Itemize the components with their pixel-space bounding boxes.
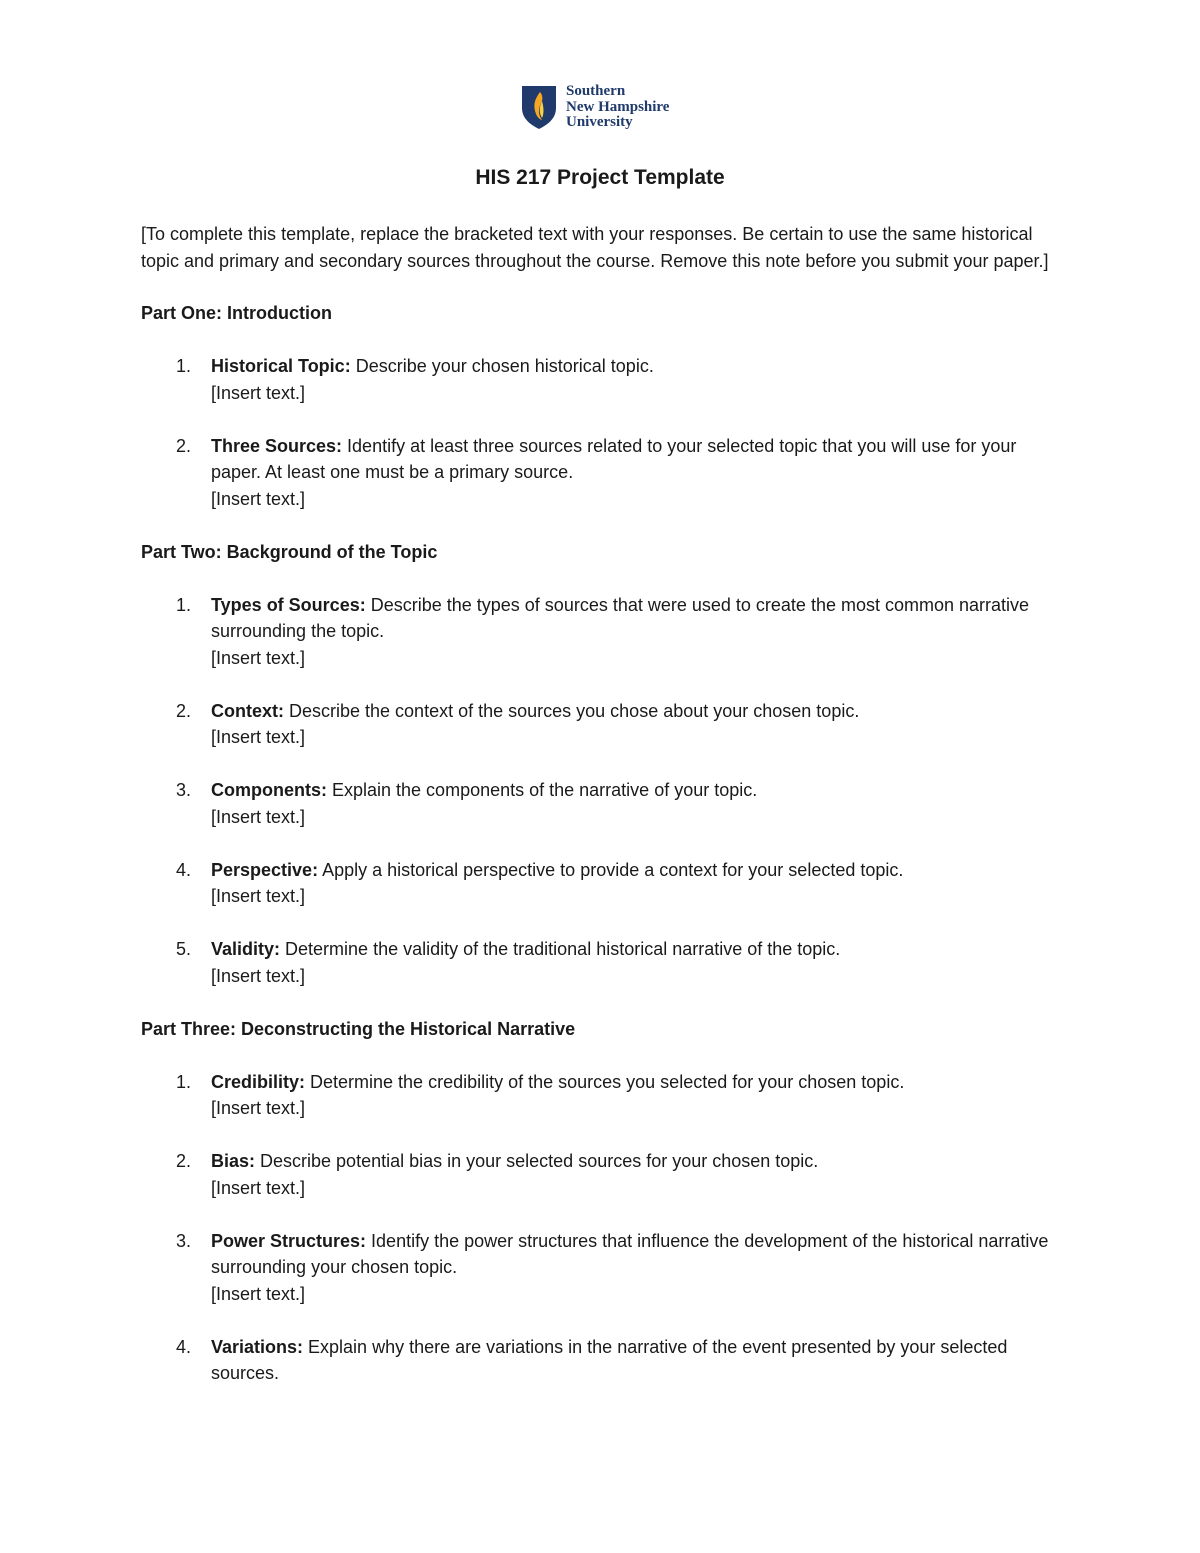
item-number: 1. bbox=[176, 1071, 192, 1092]
insert-text-placeholder[interactable]: [Insert text.] bbox=[211, 806, 306, 827]
item-label: Historical Topic: bbox=[211, 356, 351, 376]
list-item bbox=[141, 777, 1066, 830]
item-number: 3. bbox=[176, 780, 192, 800]
list-item bbox=[141, 1228, 1066, 1308]
list-item bbox=[141, 433, 1066, 513]
instructions-note: [To complete this template, replace the bracketed text with your responses. Be certain to use the same historical topic and primary and secondary sources throughout the course. Remove this note before you submit your paper.] bbox=[141, 224, 1049, 271]
insert-text-placeholder[interactable]: [Insert text.] bbox=[211, 1283, 306, 1304]
item-description: Describe the types of sources that were used to create the most common narrative surrounding the topic. bbox=[211, 594, 1030, 641]
insert-text-placeholder[interactable]: [Insert text.] bbox=[211, 1177, 306, 1198]
item-list bbox=[141, 592, 1066, 990]
item-list bbox=[141, 353, 1066, 512]
item-label: Variations: bbox=[211, 1336, 304, 1357]
item-number: 5. bbox=[176, 939, 192, 959]
list-item bbox=[141, 857, 1066, 910]
item-label: Validity: bbox=[211, 939, 281, 959]
insert-text-placeholder[interactable]: [Insert text.] bbox=[211, 727, 306, 747]
list-item bbox=[141, 592, 1066, 672]
item-label: Three Sources: bbox=[211, 435, 343, 456]
item-number: 2. bbox=[176, 435, 192, 456]
document-body bbox=[141, 221, 1066, 1413]
section-heading: Part Two: Background of the Topic bbox=[141, 541, 438, 562]
insert-text-placeholder[interactable]: [Insert text.] bbox=[211, 1098, 306, 1118]
insert-text-placeholder[interactable]: [Insert text.] bbox=[211, 488, 306, 509]
section-heading: Part One: Introduction bbox=[141, 303, 332, 323]
item-description: Identify the power structures that influence the development of the historical narrative surrounding your chosen topic. bbox=[211, 1230, 1049, 1277]
item-list bbox=[141, 1069, 1066, 1387]
item-description: Apply a historical perspective to provide a context for your selected topic. bbox=[318, 859, 904, 880]
logo-line-2: New Hampshire bbox=[566, 98, 670, 115]
item-label: Context: bbox=[211, 700, 284, 721]
list-item bbox=[141, 1069, 1066, 1122]
item-label: Power Structures: bbox=[211, 1230, 367, 1251]
snhu-logo bbox=[521, 84, 669, 131]
list-item bbox=[141, 936, 1066, 989]
item-description: Determine the credibility of the sources you selected for your chosen topic. bbox=[305, 1071, 905, 1092]
item-number: 3. bbox=[176, 1230, 192, 1251]
item-number: 1. bbox=[176, 594, 192, 615]
list-item bbox=[141, 698, 1066, 751]
item-description: Explain why there are variations in the narrative of the event presented by your selected sources. bbox=[211, 1336, 1008, 1383]
item-label: Credibility: bbox=[211, 1071, 306, 1092]
item-description: Explain the components of the narrative of your topic. bbox=[327, 780, 758, 800]
item-number: 2. bbox=[176, 700, 192, 721]
logo-line-1: Southern bbox=[566, 83, 626, 99]
item-label: Bias: bbox=[211, 1151, 256, 1171]
item-description: Describe your chosen historical topic. bbox=[350, 356, 654, 376]
section-part-one bbox=[141, 300, 1066, 512]
item-number: 1. bbox=[176, 356, 192, 376]
item-description: Determine the validity of the traditional historical narrative of the topic. bbox=[280, 939, 841, 959]
list-item bbox=[141, 353, 1066, 406]
document-title: HIS 217 Project Template bbox=[475, 166, 725, 189]
insert-text-placeholder[interactable]: [Insert text.] bbox=[211, 647, 306, 668]
list-item bbox=[141, 1148, 1066, 1201]
item-label: Types of Sources: bbox=[211, 594, 366, 615]
item-description: Describe potential bias in your selected sources for your chosen topic. bbox=[255, 1151, 819, 1171]
item-number: 2. bbox=[176, 1151, 192, 1171]
item-description: Identify at least three sources related to your selected topic that you will use for your paper. At least one must be a primary source. bbox=[211, 435, 1017, 482]
item-number: 4. bbox=[176, 1336, 192, 1357]
insert-text-placeholder[interactable]: [Insert text.] bbox=[211, 965, 306, 986]
logo-line-3: University bbox=[566, 114, 633, 130]
item-description: Describe the context of the sources you chose about your chosen topic. bbox=[284, 700, 860, 721]
logo-wordmark bbox=[566, 84, 669, 131]
list-item bbox=[141, 1334, 1066, 1387]
section-part-two bbox=[141, 539, 1066, 990]
item-number: 4. bbox=[176, 859, 192, 880]
section-heading: Part Three: Deconstructing the Historical Narrative bbox=[141, 1018, 576, 1039]
insert-text-placeholder[interactable]: [Insert text.] bbox=[211, 886, 306, 906]
insert-text-placeholder[interactable]: [Insert text.] bbox=[211, 382, 306, 403]
item-label: Components: bbox=[211, 780, 327, 800]
shield-flame-icon bbox=[521, 84, 557, 130]
item-label: Perspective: bbox=[211, 859, 319, 880]
section-part-three bbox=[141, 1016, 1066, 1387]
